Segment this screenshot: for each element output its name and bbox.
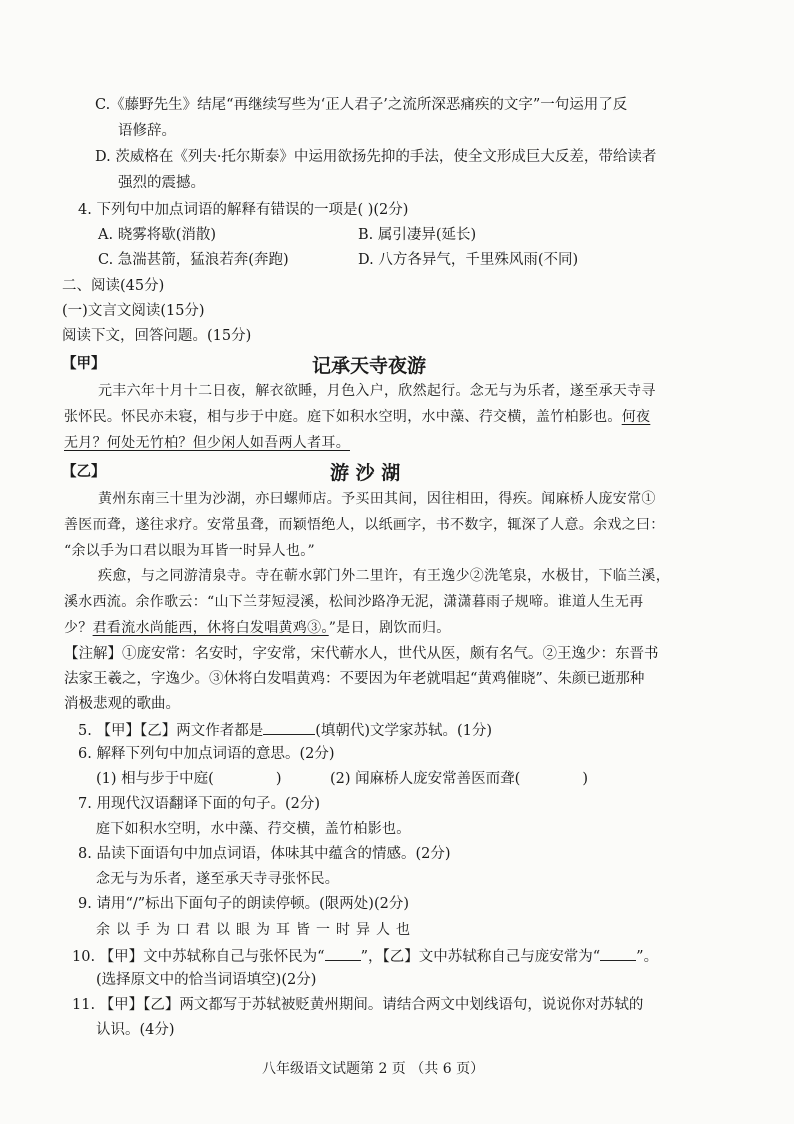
yi-line: 善医而聋，遂往求疗。安常虽聋，而颖悟绝人，以纸画字，书不数字，辄深了人意。余戏之曰： [64, 517, 665, 533]
q10-text: ”，【乙】文中苏轼称自己与庞安常为“ [360, 949, 601, 965]
q10-blank-1[interactable] [325, 946, 361, 961]
q10-line1 [72, 946, 658, 966]
q8-sentence: 念无与为乐者，遂至承天寺寻张怀民。 [96, 871, 340, 887]
yi-line: 黄州东南三十里为沙湖，亦曰螺师店。予买田其间，因往相田，得疾。闻麻桥人庞安常① [98, 491, 656, 507]
q6-item-1 [96, 770, 281, 788]
instruction: 阅读下文，回答问题。(15分) [62, 328, 252, 344]
note-line: 法家王羲之，字逸少。③休将白发唱黄鸡：不要因为年老就唱起“黄鸡催晓”、朱颜已逝那种 [64, 671, 645, 687]
q10-blank-2[interactable] [600, 946, 636, 961]
q4-option-d: D. 八方各异气，千里殊风雨(不同) [358, 252, 579, 268]
q5-text: (填朝代)文学家苏轼。(1分) [315, 723, 493, 739]
yi-line: 溪水西流。余作歌云：“山下兰芽短浸溪，松间沙路净无泥，潇潇暮雨子规啼。谁道人生无再 [64, 594, 644, 610]
option-d-line1: D. 茨威格在《列夫·托尔斯泰》中运用欲扬先抑的手法，使全文形成巨大反差，带给读者 [95, 149, 657, 165]
section-heading: 二、阅读(45分) [62, 278, 165, 294]
yi-tag: 【乙】 [62, 463, 106, 480]
q8-stem: 8. 品读下面语句中加点词语，体味其中蕴含的情感。(2分) [78, 846, 451, 862]
yi-text: 少？ [64, 620, 93, 636]
yi-line: “余以手为口君以眼为耳皆一时异人也。” [64, 543, 316, 559]
yi-underlined: 君看流水尚能西，休将白发唱黄鸡③。 [92, 620, 329, 636]
q11-line2: 认识。(4分) [96, 1022, 175, 1038]
q9-stem: 9. 请用“/”标出下面句子的朗读停顿。(限两处)(2分) [78, 896, 410, 912]
q6-close: ) [275, 771, 282, 787]
jia-underlined-line: 无月？何处无竹柏？但少闲人如吾两人者耳。 [64, 435, 350, 451]
q10-line2: (选择原文中的恰当词语填空)(2分) [96, 972, 317, 988]
note-line: 消极悲观的歌曲。 [64, 696, 180, 712]
option-c-line2: 语修辞。 [118, 123, 176, 139]
q4-option-b: B. 属引凄异(延长) [358, 227, 477, 243]
q10-text: 10. 【甲】文中苏轼称自己与张怀民为“ [72, 949, 325, 965]
yi-text: ”是日，剧饮而归。 [328, 620, 451, 636]
jia-title: 记承天寺夜游 [312, 355, 427, 377]
q6-stem: 6. 解释下列句中加点词语的意思。(2分) [78, 746, 335, 762]
yi-title: 游 沙 湖 [330, 462, 401, 484]
q6-item-text: (1) 相与步于中庭( [96, 771, 214, 787]
yi-line: 疾愈，与之同游清泉寺。寺在蕲水郭门外二里许，有王逸少②洗笔泉，水极甘，下临兰溪， [98, 568, 670, 584]
q4-option-c: C. 急湍甚箭，猛浪若奔(奔跑) [98, 252, 289, 268]
subsection-heading: (一)文言文阅读(15分) [62, 303, 205, 319]
q6-close: ) [582, 771, 588, 787]
q11-line1: 11. 【甲】【乙】两文都写于苏轼被贬黄州期间。请结合两文中划线语句，说说你对苏轼的 [72, 997, 644, 1013]
q6-item-text: (2) 闻麻桥人庞安常善医而聋( [330, 771, 521, 787]
q10-text: ”。 [636, 949, 659, 965]
q4-option-a: A. 晓雾将歇(消散) [98, 227, 217, 243]
q4-stem: 4. 下列句中加点词语的解释有错误的一项是( )(2分) [78, 202, 409, 218]
q5-text: 5. 【甲】【乙】两文作者都是 [78, 723, 264, 739]
jia-line-text: 张怀民。怀民亦未寝，相与步于中庭。庭下如积水空明，水中藻、荇交横，盖竹柏影也。 [64, 409, 622, 425]
q7-stem: 7. 用现代汉语翻译下面的句子。(2分) [78, 796, 320, 812]
q7-sentence: 庭下如积水空明，水中藻、荇交横，盖竹柏影也。 [96, 821, 411, 837]
jia-line: 元丰六年十月十二日夜，解衣欲睡，月色入户，欣然起行。念无与为乐者，遂至承天寺寻 [98, 383, 656, 399]
q5-blank[interactable] [263, 720, 315, 735]
jia-underlined: 何夜 [621, 409, 651, 425]
option-c-line1: C.《藤野先生》结尾“再继续写些为‘正人君子’之流所深恶痛疾的文字”一句运用了反 [95, 97, 628, 113]
jia-line [64, 408, 650, 426]
note-line: 【注解】①庞安常：名安时，字安常，宋代蕲水人，世代从医，颇有名气。②王逸少：东晋书 [64, 646, 659, 662]
jia-tag: 【甲】 [62, 355, 106, 372]
yi-line [64, 619, 451, 637]
q5 [78, 720, 492, 740]
page-footer: 八年级语文试题第 2 页 （共 6 页） [262, 1061, 485, 1077]
q9-sentence: 余以手为口君以眼为耳皆一时异人也 [96, 922, 416, 938]
q6-item-2 [330, 770, 588, 788]
option-d-line2: 强烈的震撼。 [118, 175, 205, 191]
